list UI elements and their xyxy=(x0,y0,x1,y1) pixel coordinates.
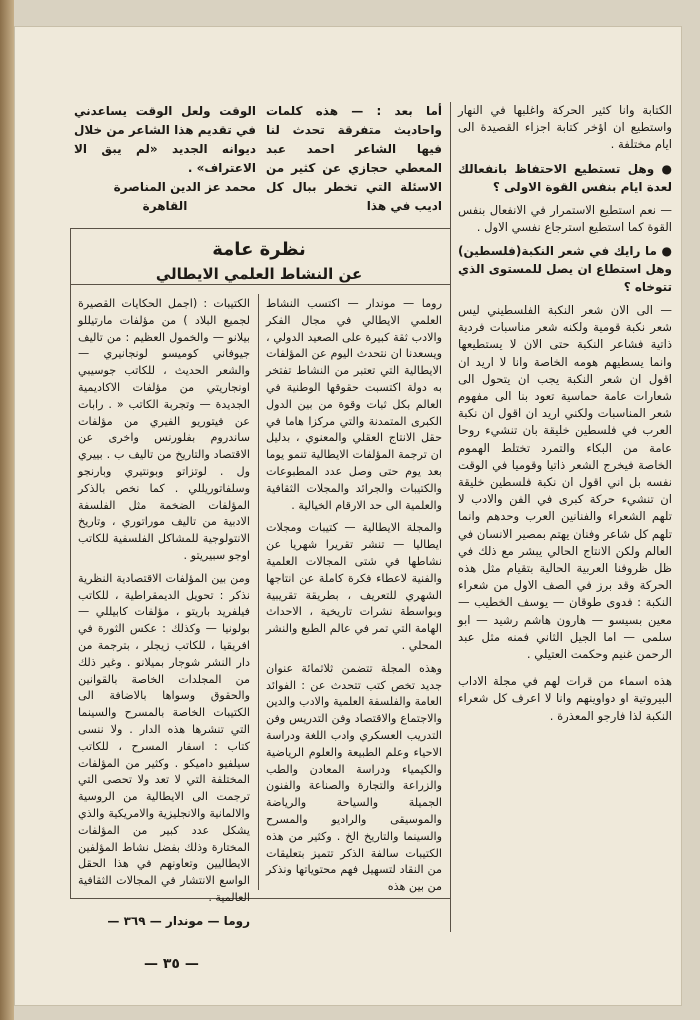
interview-answer: هذه اسماء من قرات لهم في مجلة الاداب البيروتية او دواوينهم وانا لا اعرف كل شعراء النكبة لذا فارجو المعذرة . xyxy=(458,674,672,723)
article-column-divider xyxy=(258,294,259,890)
interview-column xyxy=(458,102,672,731)
article-paragraph: الكتيبات : (اجمل الحكايات القصيرة لجميع البلاد ) من مؤلفات مارتيللو بيلانو — والخمول العظيم : من تاليف جيوفاني كوميسو لونجانيري — والشعر الحديث ، للكاتب جوسيبي اونجاريتي من مؤلفات الاكاديمية الجديدة — وتجربة الكاتب « . رابات عن فيتوريو الفيري من مؤلفات ساندروم بفلورنس واخرى عن الاقتصاد والتاريخ من تاليف ب . بييري ول . لوتزاتو وبونتيري وبارنجو وسلفاتوريللي . كما نخص بالذكر المؤلفات الضخمة مثل الفلسفة الادبية من تاليف موراتوري ، وتاريخ الانتولوجية للمشاكل الفلسفية للكاتب اوجو سبيريتو . xyxy=(78,297,250,562)
interview-question: ● ما رايك في شعر النكبة(فلسطين) وهل استطاع ان يصل للمستوى الذي تتوخاه ؟ xyxy=(458,244,672,295)
interview-answer: — نعم استطيع الاستمرار في الانفعال بنفس القوة كما استطيع استرجاع نفسي الاول . xyxy=(458,202,672,234)
interview-answer: — الى الان شعر النكبة الفلسطيني ليس شعر نكبة قومية ولكنه شعر مناسبات فردية ذاتية فشاعر النكبة حتى الان لا يستطيعها وانما يسطيهم هومه الخاصة وانا لا اريد ان اقول ان شعر النكبة يجب ان يتحول الى شعارات عامة حماسية تعود بنا الى مفهوم شعر المناسبات ولكني اريد ان اقول ان نكبة العرب في فلسطين خليقة بان تنشيء روحا عامة من البكاء والتمرد تختلط الهموم الخاصة فيخرج الشعر ذاتيا وقوميا في الوقت نفسه بل اني اقول ان نكبة فلسطين خليقة ان تنشيء حركة كبرى في الفن والادب لا تلهم الشعراء والفنانين العرب وحدهم وانما تلهم كل شاعر وفنان يهتم بمصير الانسان في العالم ولكن الانتاج الحالي يبشر مع ذلك في ظل ظروفنا العربية الحالية بتقيام مثل هذه الحركة وقد برز في الصف الاول من شعراء النكبة : فدوى طوقان — يوسف الخطيب — معين بسيسو — هارون هاشم رشيد — ابو سلمى — اما الجيل الثاني فمنه مثل عبد الرحمن غنيم وحكمت العتيلي . xyxy=(458,303,672,662)
intro-text: الوقت ولعل الوقت يساعدني في تقديم هذا الشاعر من خلال ديوانه الجديد «لم يبق الا الاعتراف» . xyxy=(74,104,256,175)
article-paragraph: روما — موندار — اكتسب النشاط العلمي الايطالي في مجال الفكر والادب ثقة كبيرة على الصعيد الدولي ، ويسعدنا ان نتحدث اليوم عن المؤلفات الايطالية التي تعتبر من النشاط تفتخر به دولة اكتسبت حقوقها الوطنية في العالم بكل ثبات وقوة من بين الدول الكبرى المتمدنة والتي مركزا هاما في حقل الانتاج العقلي والمعنوي ، بدليل ان ترجمة المؤلفات الايطالية تنمو يوما بعد يوم حتى وصل عدد المطبوعات والكتيبات والجرائد والمجلات الثقافية والعلمية الى حد الارقام الخيالية . xyxy=(266,297,442,512)
article-paragraph: ومن بين المؤلفات الاقتصادية النظرية نذكر : تحويل الديمقراطية ، للكاتب فيلفريد باريتو ، مؤلفات كابيللي — بولونيا — وكذلك : عكس الثورة في افريقيا ، للكاتب زيجلر ، بترجمة من دار النشر شوجار بميلانو . وغير ذلك من المجلدات الخاصة بالقوانين والحقوق وسواها بالاضافة الى الكتيبات الخاصة بالمسرح والسينما التي تنشرها هذه الدار . ولا ننسى كتاب : اسفار المسرح ، للكاتب سيلفيو داميكو . وكثير من المؤلفات المختلفة التي لا تعد ولا تحصى التي ترجمت الى الايطالية من الروسية والالمانية والانجليزية والامريكية والذي يشكل عدد كبير من المؤلفات المختارة وذلك بفضل نشاط المؤلفين الايطاليين وتعاونهم في هذا الحقل الواسع الانتشار في المجالات الثقافية العالمية . xyxy=(78,571,250,904)
article-paragraph: والمجلة الايطالية — كتيبات ومجلات ايطاليا — تنشر تقريرا شهريا عن نشاطها في شتى المجالات العلمية والفنية لاعطاء فكرة كاملة عن انتاجها الشهري للتعريف ، بطريقة تقريبية وبواسطة نشرات تاريخية ، الاحداث الهامة التي تمر في عالم الطبع والنشر المحلي . xyxy=(266,521,442,652)
intro-text-middle xyxy=(266,102,442,216)
page-number: — ٣٥ — xyxy=(144,956,199,972)
article-dateline: روما — موندار — ٣٦٩ — xyxy=(107,913,250,928)
intro-text-left xyxy=(74,102,256,216)
interview-paragraph: الكتابة وانا كثير الحركة واغلبها في النهار واستطيع ان اؤخر كتابة اجزاء القصيدة الى ايام مختلفة . xyxy=(458,103,672,152)
article-title: نظرة عامة xyxy=(212,239,306,260)
interview-question: ● وهل تستطيع الاحتفاظ بانفعالك لعدة ايام بنفس القوة الاولى ؟ xyxy=(458,161,672,194)
article-paragraph: وهذه المجلة تتضمن ثلاثمائة عنوان جديد تخص كتب تتحدث عن : الفوائد العامة والفلسفة العلمية والادب والدين والاجتماع والاقتصاد وفن التدريس وفن التدريب العسكري وادب اللغة ودراسة الاحياء وعلم الطبيعة والعلوم الرياضية والكيمياء ودراسة المعادن والطب والزراعة والتجارة والصناعة والفنون الجميلة والسياحة والرياضة والموسيقى والراديو والمسرح والسينما والتاريخ الخ . وكثير من هذه الكتيبات سالفة الذكر تتميز بتعليقات من النقاد لتسهيل فهم محتوياتها ونذكر من بين هذه xyxy=(266,661,442,894)
author-signature: محمد عز الدين المناصرة xyxy=(113,180,256,194)
magazine-page xyxy=(14,26,682,1006)
article-heading xyxy=(134,237,384,285)
article-column-left xyxy=(78,296,250,929)
author-city: القاهرة xyxy=(142,199,188,213)
box-left-border xyxy=(70,228,71,898)
box-top-border xyxy=(70,228,450,229)
article-column-right xyxy=(266,296,442,902)
intro-text: أما بعد : — هذه كلمات واحاديث متفرقة تحدث لنا فيها الشاعر احمد عبد المعطي حجازي عن كثير من الاسئلة التي تخطر ببال كل اديب في هذا xyxy=(266,104,442,213)
page-binding-edge xyxy=(0,0,14,1020)
column-divider xyxy=(450,102,451,932)
article-subtitle: عن النشاط العلمي الايطالي xyxy=(155,265,363,283)
